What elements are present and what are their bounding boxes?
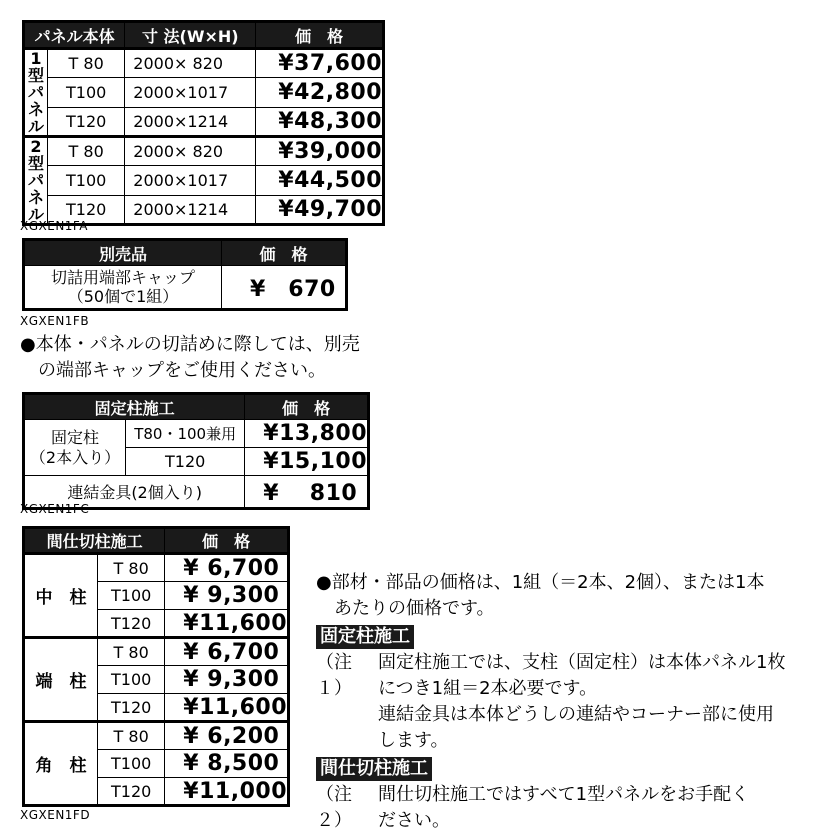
header-price: 価 格 (256, 22, 384, 49)
model-cell: T120 (98, 610, 165, 638)
cap-note (20, 332, 360, 384)
price-cell: ¥ 670 (222, 266, 347, 310)
price-cell: ¥42,800 (256, 78, 384, 107)
price-cell: ¥15,100 (245, 448, 369, 476)
price-cell: ¥39,000 (256, 137, 384, 166)
price-cell: ¥44,500 (256, 166, 384, 195)
model-cell: T120 (98, 694, 165, 722)
accessory-name: 切詰用端部キャップ (50, 268, 195, 287)
price-cell: ¥ 9,300 (165, 582, 289, 610)
model-cell: T120 (98, 778, 165, 806)
model-cell: T120 (126, 448, 245, 476)
header-fixed-post: 固定柱施工 (24, 394, 245, 420)
size-cell: 2000×1017 (125, 166, 256, 195)
model-cell: T80・100兼用 (126, 420, 245, 448)
accessory-item (24, 266, 222, 310)
group-label-type1: 1 型 パ ネ ル (24, 49, 48, 137)
model-cell: T100 (48, 166, 125, 195)
note2-line2: ださい。 (378, 810, 450, 831)
group-label-type2: 2 型 パ ネ ル (24, 137, 48, 225)
size-cell: 2000×1214 (125, 195, 256, 224)
price-cell: ¥13,800 (245, 420, 369, 448)
fitting-item: 連結金具(2個入り) (24, 476, 245, 509)
cap-note-line2: の端部キャップをご使用ください。 (38, 360, 326, 381)
section-partition-post: 間仕切柱施工 (316, 757, 432, 781)
header-size: 寸 法(W×H) (125, 22, 256, 49)
note2-line1: 間仕切柱施工ではすべて1型パネルをお手配く (378, 784, 750, 805)
note1-line4: します。 (378, 730, 449, 751)
group-label-end-post: 端 柱 (24, 638, 98, 722)
note1-line1: 固定柱施工では、支柱（固定柱）は本体パネル1枚 (378, 652, 786, 673)
model-cell: T100 (98, 750, 165, 778)
section-fixed-post: 固定柱施工 (316, 625, 414, 649)
price-cell: ¥ 9,300 (165, 666, 289, 694)
model-cell: T 80 (98, 722, 165, 750)
price-cell: ¥ 6,700 (165, 554, 289, 582)
model-cell: T 80 (98, 638, 165, 666)
product-code: XGXEN1FC (20, 502, 90, 516)
model-cell: T100 (98, 666, 165, 694)
model-cell: T 80 (48, 49, 125, 78)
price-cell: ¥48,300 (256, 107, 384, 136)
price-cell: ¥49,700 (256, 195, 384, 224)
note1-line3: 連結金具は本体どうしの連結やコーナー部に使用 (378, 704, 774, 725)
note1-line2: につき1組＝2本必要です。 (378, 678, 598, 699)
model-cell: T120 (48, 107, 125, 136)
header-price: 価 格 (222, 240, 347, 266)
size-cell: 2000× 820 (125, 49, 256, 78)
price-cell: ¥ 810 (245, 476, 369, 509)
price-cell: ¥11,600 (165, 694, 289, 722)
model-cell: T 80 (98, 554, 165, 582)
model-cell: T 80 (48, 137, 125, 166)
note2-prefix: （注２） (316, 784, 352, 831)
group-label-center-post: 中 柱 (24, 554, 98, 638)
accessory-qty: （50個で1組） (67, 287, 179, 306)
price-cell: ¥11,600 (165, 610, 289, 638)
panel-price-table (22, 20, 385, 226)
group-label-corner-post: 角 柱 (24, 722, 98, 806)
notes-block (316, 570, 816, 834)
fixed-post-price-table (22, 392, 370, 510)
size-cell: 2000×1017 (125, 78, 256, 107)
product-code: XGXEN1FA (20, 219, 88, 233)
header-partition-post: 間仕切柱施工 (24, 528, 165, 554)
header-panel: パネル本体 (24, 22, 125, 49)
model-cell: T120 (48, 195, 125, 224)
price-cell: ¥ 8,500 (165, 750, 289, 778)
model-cell: T100 (98, 582, 165, 610)
model-cell: T100 (48, 78, 125, 107)
header-price: 価 格 (165, 528, 289, 554)
fixed-post-name: 固定柱 (50, 427, 99, 447)
size-cell: 2000× 820 (125, 137, 256, 166)
price-cell: ¥11,000 (165, 778, 289, 806)
price-cell: ¥37,600 (256, 49, 384, 78)
product-code: XGXEN1FD (20, 808, 91, 822)
price-cell: ¥ 6,700 (165, 638, 289, 666)
fixed-post-item (24, 420, 126, 476)
partition-post-price-table (22, 526, 290, 807)
accessory-price-table (22, 238, 348, 311)
header-price: 価 格 (245, 394, 369, 420)
bullet-line2: あたりの価格です。 (334, 598, 495, 619)
fixed-post-qty: （2本入り） (29, 447, 121, 467)
bullet-line1: ●部材・部品の価格は、1組（＝2本、2個）、または1本 (316, 572, 765, 593)
product-code: XGXEN1FB (20, 314, 90, 328)
note1-prefix: （注１） (316, 652, 352, 699)
header-accessory: 別売品 (24, 240, 222, 266)
cap-note-line1: ●本体・パネルの切詰めに際しては、別売 (20, 334, 360, 355)
size-cell: 2000×1214 (125, 107, 256, 136)
price-cell: ¥ 6,200 (165, 722, 289, 750)
